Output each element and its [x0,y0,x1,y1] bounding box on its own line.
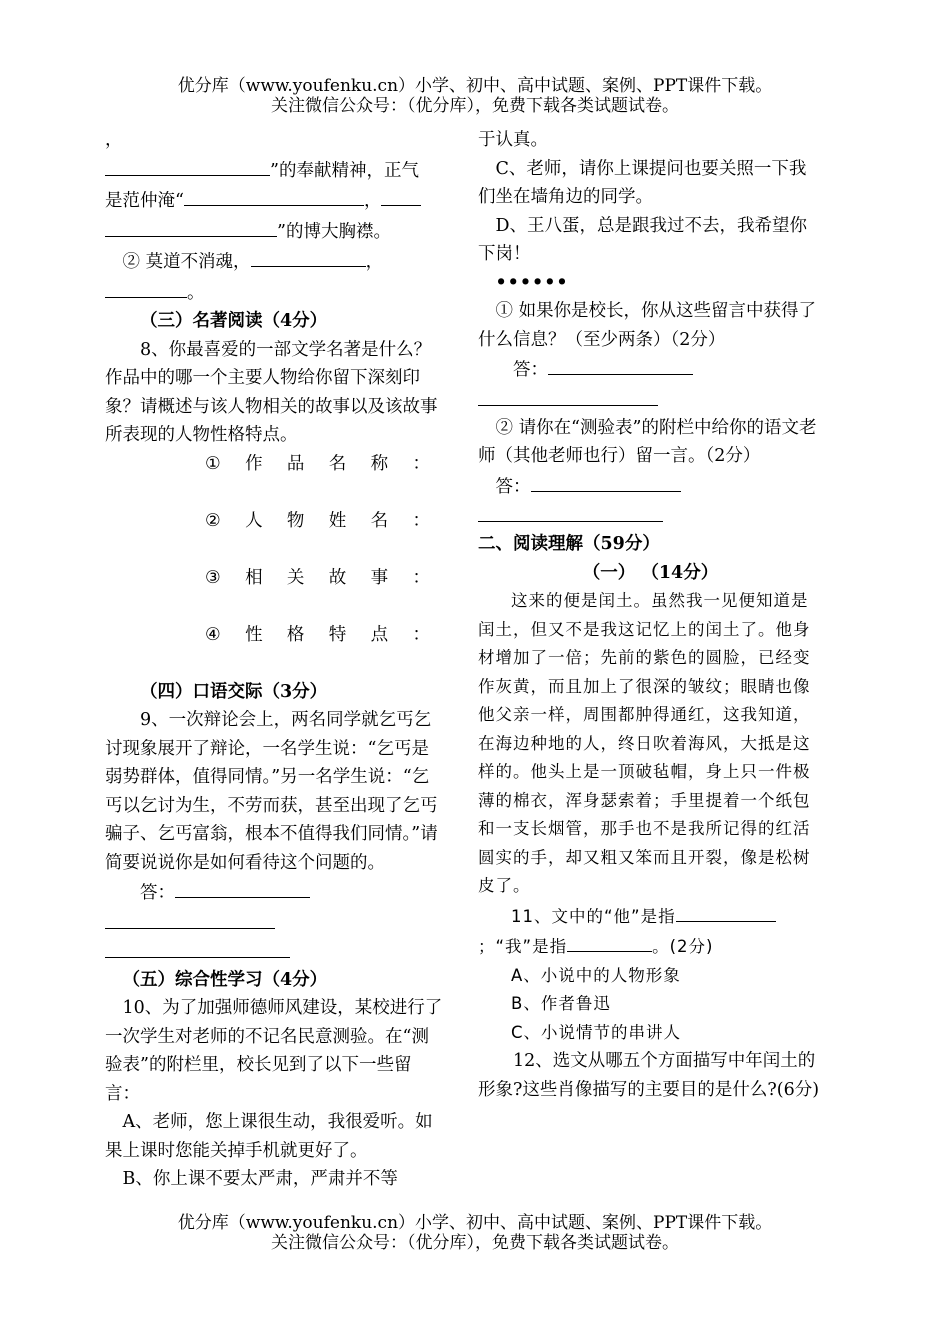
field-label-char: 作 [245,453,263,474]
field-label-char: 事 [370,567,389,588]
page-header [0,76,950,116]
section-4-title: （四）口语交际（3分） [140,681,328,702]
option-a: A、老师，您上课很生动，我很爱听。如果上课时您能关掉手机就更好了。 [105,1112,433,1161]
field-label-char: 姓 [328,510,347,531]
field-label-char: 称 [370,453,389,474]
question-11 [478,901,823,962]
right-column [478,126,823,1104]
blank[interactable] [381,185,421,206]
fill2-pre: 是范仲淹“ [105,191,184,211]
answer-blank[interactable] [548,354,693,375]
fill-line-3 [105,216,445,247]
header-line-2: 关注微信公众号：（优分库），免费下载各类试题试卷。 [271,96,679,116]
item2-pre: ② 莫道不消魂， [122,252,251,272]
answer-blank[interactable] [676,901,776,922]
question-10-1: ① 如果你是校长，你从这些留言中获得了什么信息？（至少两条）（2分） [478,301,817,350]
fill1-text: ”的奉献精神，正气 [270,160,419,181]
question-10: 10、为了加强师德师风建设，某校进行了一次学生对老师的不记名民意测验。在“测验表”的附栏里，校长见到了以下一些留言： [105,998,443,1104]
field-related-story [205,564,430,593]
blank[interactable] [105,216,277,237]
question-12: 12、选文从哪五个方面描写中年闰土的形象?这些肖像描写的主要目的是什么?(6分) [478,1051,820,1100]
footer-line-2: 关注微信公众号：（优分库），免费下载各类试题试卷。 [271,1233,679,1253]
q11-option-c: C、小说情节的串讲人 [511,1022,682,1042]
answer-label: 答： [495,476,531,497]
field-label-char: ③ [205,567,221,588]
field-label-char: 物 [286,510,305,531]
option-d: D、王八蛋，总是跟我过不去，我希望你下岗！ [478,215,808,264]
q11-option-b: B、作者鲁迅 [511,994,611,1013]
field-label-char: 关 [286,567,305,588]
blank[interactable] [251,246,366,267]
field-label-char: ： [412,453,430,474]
field-work-name [205,450,430,479]
field-personality [205,621,430,650]
answer-9 [105,877,445,908]
question-9: 9、一次辩论会上，两名同学就乞丐乞讨现象展开了辩论，一名学生说：“乞丐是弱势群体，值得同情。”另一名学生说：“乞丐以乞讨为生，不劳而获，甚至出现了乞丐骗子、乞丐富翁，根本不值得我们同情。”请简要说说你是如何看待这个问题的。 [105,710,438,873]
field-label-char: 故 [328,567,347,588]
item2-end: 。 [187,282,205,303]
page-footer [0,1213,950,1253]
part-2-title: 二、阅读理解（59分） [478,534,660,554]
reading-passage: 这来的便是闰土。虽然我一见便知道是闰土，但又不是我这记忆上的闰土了。他身材增加了一倍；先前的紫色的圆脸，已经变作灰黄，而且加上了很深的皱纹；眼睛也像他父亲一样，周围都肿得通红，这我知道，在海边种地的人，终日吹着海风，大抵是这样的。他头上是一顶破毡帽，身上只一件极薄的棉衣，浑身瑟索着；手里提着一个纸包和一支长烟管，那手也不是我所记得的红活圆实的手，却又粗又笨而且开裂，像是松树皮了。 [478,591,811,895]
section-3-title: （三）名著阅读（4分） [140,311,328,331]
field-character-name [205,507,430,536]
field-label-char: 性 [245,624,263,645]
fill3-text: ”的博大胸襟。 [277,221,391,242]
header-line-1: 优分库（www.youfenku.cn）小学、初中、高中试题、案例、PPT课件下载。 [177,76,773,96]
field-label-char: ： [412,567,430,588]
option-b-continued: 于认真。 [478,130,548,150]
option-c: C、老师，请你上课提问也要关照一下我们坐在墙角边的同学。 [478,158,807,207]
field-label-char: ④ [205,624,221,645]
question-8: 8、你最喜爱的一部文学名著是什么？作品中的哪一个主要人物给你留下深刻印象？请概述与该人物相关的故事以及该故事所表现的人物性格特点。 [105,339,438,445]
field-label-char: 相 [245,567,263,588]
answer-line[interactable] [105,908,275,929]
field-label-char: ： [412,624,430,645]
field-label-char: ② [205,510,221,531]
q11-mid: ；“我”是指 [478,937,568,956]
field-label-char: 名 [328,453,347,474]
answer-10-2 [478,471,823,502]
item-2-line-end [105,277,445,308]
answer-blank[interactable] [175,877,310,898]
subsection-1-title: （一） （14分） [582,562,719,583]
option-b: B、你上课不要太严肃，严肃并不等 [122,1169,398,1189]
blank[interactable] [184,185,364,206]
leading-comma: ， [105,130,123,150]
question-10-2: ② 请你在“测验表”的附栏中给你的语文老师（其他老师也行）留一言。（2分） [478,417,817,466]
answer-line[interactable] [105,937,290,958]
answer-blank[interactable] [567,931,652,952]
q11-pre: 11、文中的“他”是指 [511,906,676,926]
field-label-char: 格 [286,624,305,645]
field-label-char: 名 [370,510,389,531]
answer-blank[interactable] [531,471,681,492]
fill-line-2 [105,185,445,216]
field-label-char: 特 [328,624,347,645]
item2-comma: ， [365,252,384,272]
field-label-char: ： [412,510,430,531]
field-label-char: ① [205,453,221,474]
answer-label: 答： [140,883,175,903]
answer-line[interactable] [478,385,658,406]
answer-10-1 [478,354,823,385]
blank[interactable] [105,277,187,298]
field-label-char: 点 [370,624,389,645]
q11-end: 。(2分) [652,937,714,956]
emphasis-dots: •••••• [495,272,569,293]
answer-label: 答： [513,360,548,380]
answer-line[interactable] [478,501,663,522]
field-label-char: 品 [286,453,305,474]
section-5-title: （五）综合性学习（4分） [122,969,328,990]
footer-line-1: 优分库（www.youfenku.cn）小学、初中、高中试题、案例、PPT课件下载。 [177,1213,773,1233]
left-column [105,126,445,1194]
blank[interactable] [105,155,270,176]
field-label-char: 人 [245,510,263,531]
q11-option-a: A、小说中的人物形象 [511,965,681,985]
fill2-mid: ， [363,191,382,211]
item-2-line [105,246,445,277]
fill-line-1 [105,155,445,186]
